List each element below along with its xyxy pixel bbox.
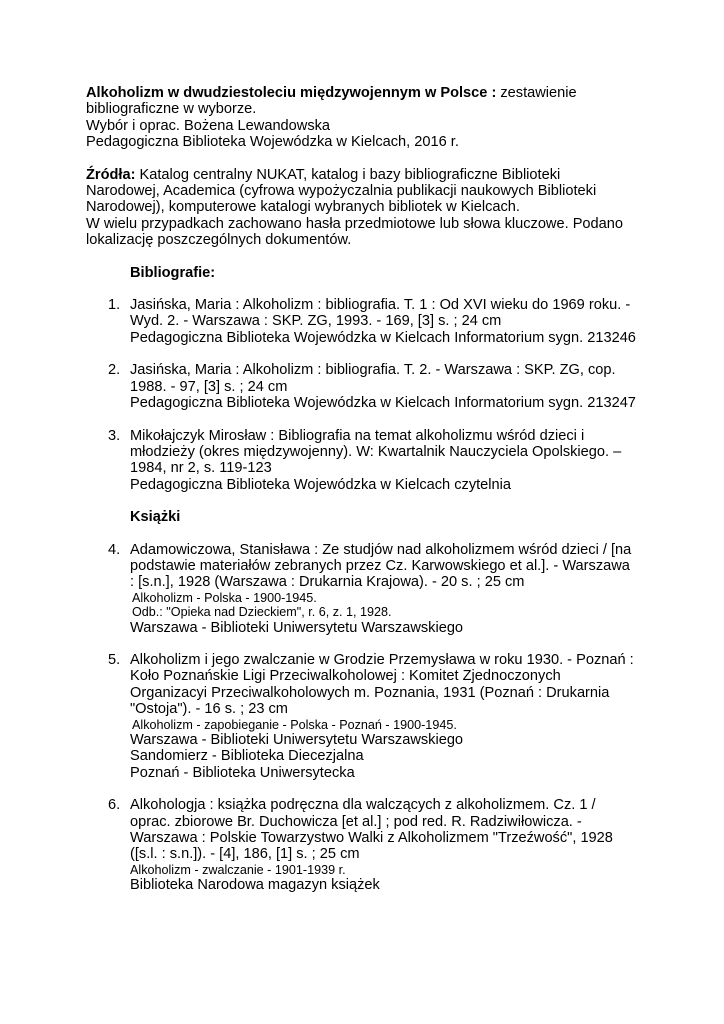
sources-paragraph xyxy=(86,167,686,249)
document-title xyxy=(86,85,686,101)
entry-line: Organizacyi Przeciwalkoholowych m. Poznania, 1931 (Poznań : Drukarnia xyxy=(130,684,610,701)
entry-location: Sandomierz - Biblioteka Diecezjalna xyxy=(130,748,364,765)
bibliography-entry xyxy=(86,428,686,494)
section-heading-bibliografie: Bibliografie: xyxy=(130,264,216,281)
entry-number: 6. xyxy=(108,797,121,814)
bibliography-entry xyxy=(86,297,686,346)
title-line-2: bibliograficzne w wyborze. xyxy=(86,101,257,118)
entry-subject: Alkoholizm - zwalczanie - 1901-1939 r. xyxy=(130,862,346,877)
entry-line: młodzieży (okres międzywojenny). W: Kwartalnik Nauczyciela Opolskiego. – xyxy=(130,443,622,460)
sources-line-1 xyxy=(86,167,686,183)
entry-line: Warszawa : Polskie Towarzystwo Walki z Alkoholizmem "Trzeźwość", 1928 xyxy=(130,830,613,847)
entry-line: 1984, nr 2, s. 119-123 xyxy=(130,460,272,477)
entry-line: Jasińska, Maria : Alkoholizm : bibliografia. T. 2. - Warszawa : SKP. ZG, cop. xyxy=(130,362,616,379)
entry-subject: Alkoholizm - Polska - 1900-1945. xyxy=(132,590,317,605)
sources-line-3: Narodowej), komputerowe katalogi wybranych bibliotek w Kielcach. xyxy=(86,199,520,216)
sources-line-5: lokalizację poszczególnych dokumentów. xyxy=(86,232,352,249)
entry-location: Warszawa - Biblioteki Uniwersytetu Warszawskiego xyxy=(130,619,464,636)
entry-line: : [s.n.], 1928 (Warszawa : Drukarnia Krajowa). - 20 s. ; 25 cm xyxy=(130,574,525,591)
sources-line-4: W wielu przypadkach zachowano hasła przedmiotowe lub słowa kluczowe. Podano xyxy=(86,215,624,232)
entry-number: 4. xyxy=(108,541,121,558)
title-bold: Alkoholizm w dwudziestoleciu międzywojennym w Polsce : xyxy=(86,85,497,101)
entry-line: 1988. - 97, [3] s. ; 24 cm xyxy=(130,378,288,395)
document-page xyxy=(86,85,686,894)
book-entry xyxy=(86,652,686,781)
entry-location: Pedagogiczna Biblioteka Wojewódzka w Kielcach Informatorium sygn. 213247 xyxy=(130,395,636,412)
entry-number: 5. xyxy=(108,651,121,668)
entry-number: 2. xyxy=(108,362,121,379)
author-line: Wybór i oprac. Bożena Lewandowska xyxy=(86,117,331,134)
entry-line: Koło Poznańskie Ligi Przeciwalkoholowej : Komitet Zjednoczonych xyxy=(130,668,561,685)
entry-line: Wyd. 2. - Warszawa : SKP. ZG, 1993. - 169, [3] s. ; 24 cm xyxy=(130,313,502,330)
institution-line: Pedagogiczna Biblioteka Wojewódzka w Kielcach, 2016 r. xyxy=(86,134,459,151)
bibliography-entry xyxy=(86,362,686,411)
entry-line: Alkohologja : książka podręczna dla walczących z alkoholizmem. Cz. 1 / xyxy=(130,797,596,814)
entry-number: 1. xyxy=(108,297,121,314)
entry-location: Pedagogiczna Biblioteka Wojewódzka w Kielcach Informatorium sygn. 213246 xyxy=(130,329,636,346)
entry-location: Poznań - Biblioteka Uniwersytecka xyxy=(130,764,355,781)
entry-line: Jasińska, Maria : Alkoholizm : bibliografia. T. 1 : Od XVI wieku do 1969 roku. - xyxy=(130,297,631,314)
entry-line: Adamowiczowa, Stanisława : Ze studjów nad alkoholizmem wśród dzieci / [na xyxy=(130,541,632,558)
title-rest: zestawienie xyxy=(496,85,577,101)
entry-note: Odb.: "Opieka nad Dzieckiem", r. 6, z. 1, 1928. xyxy=(132,605,392,620)
sources-line-1-text: Katalog centralny NUKAT, katalog i bazy bibliograficzne Biblioteki xyxy=(135,166,561,183)
entry-line: "Ostoja"). - 16 s. ; 23 cm xyxy=(130,701,288,718)
entry-line: ([s.l. : s.n.]). - [4], 186, [1] s. ; 25 cm xyxy=(130,846,360,863)
document-header xyxy=(86,85,686,151)
entry-number: 3. xyxy=(108,427,121,444)
book-entry xyxy=(86,542,686,636)
entry-line: Mikołajczyk Mirosław : Bibliografia na temat alkoholizmu wśród dzieci i xyxy=(130,427,585,444)
entry-location: Biblioteka Narodowa magazyn książek xyxy=(130,877,380,894)
section-heading-ksiazki: Książki xyxy=(130,509,181,526)
entry-line: Alkoholizm i jego zwalczanie w Grodzie Przemysława w roku 1930. - Poznań : xyxy=(130,651,634,668)
entry-location: Pedagogiczna Biblioteka Wojewódzka w Kielcach czytelnia xyxy=(130,476,511,493)
sources-label: Źródła: xyxy=(86,166,136,183)
entry-location: Warszawa - Biblioteki Uniwersytetu Warszawskiego xyxy=(130,732,464,748)
entry-subject: Alkoholizm - zapobieganie - Polska - Poznań - 1900-1945. xyxy=(132,717,457,732)
entry-line: oprac. zbiorowe Br. Duchowicza [et al.] ; pod red. R. Radziwiłowicza. - xyxy=(130,813,582,830)
sources-line-2: Narodowej, Academica (cyfrowa wypożyczalnia publikacji naukowych Biblioteki xyxy=(86,183,597,200)
book-entry xyxy=(86,797,686,893)
entry-line: podstawie materiałów zebranych przez Cz. Karwowskiego et al.]. - Warszawa xyxy=(130,557,630,574)
